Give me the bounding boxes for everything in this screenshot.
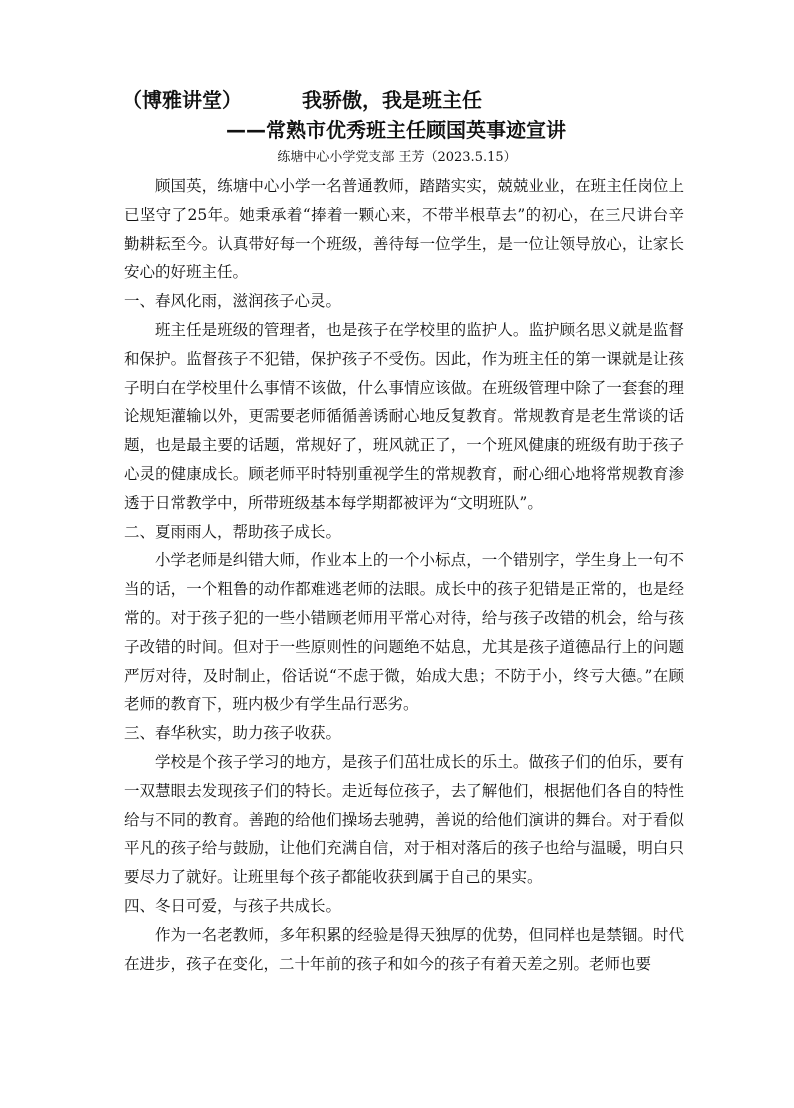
byline: 练塘中心小学党支部 王芳（2023.5.15） (277, 150, 517, 165)
section-heading-4: 四、冬日可爱，与孩子共成长。 (124, 896, 342, 915)
section-paragraph-2: 小学老师是纠错大师，作业本上的一个小标点，一个错别字，学生身上一句不当的话，一个粗鲁的动作都难逃老师的法眼。成长中的孩子犯错是正常的，也是经常的。对于孩子犯的一些小错顾老师用平常心对待，给与孩子改错的机会，给与孩子改错的时间。但对于一些原则性的问题绝不姑息，尤其是孩子道德品行上的问题严厉对待，及时制止，俗话说“不虑于微，始成大患；不防于小，终亏大德。”在顾老师的教育下，班内极少有学生品行恶劣。 (124, 551, 684, 714)
section-paragraph-3: 学校是个孩子学习的地方，是孩子们茁壮成长的乐土。做孩子们的伯乐，要有一双慧眼去发现孩子们的特长。走近每位孩子，去了解他们，根据他们各自的特性给与不同的教育。善跑的给他们操场去驰骋，善说的给他们演讲的舞台。对于看似平凡的孩子给与鼓励，让他们充满自信，对于相对落后的孩子也给与温暖，明白只要尽力了就好。让班里每个孩子都能收获到属于自己的果实。 (124, 752, 684, 887)
intro-paragraph: 顾国英，练塘中心小学一名普通教师，踏踏实实，兢兢业业，在班主任岗位上已坚守了25年。她秉承着“捧着一颗心来，不带半根草去”的初心，在三尺讲台辛勤耕耘至今。认真带好每一个班级，善待每一位学生，是一位让领导放心，让家长安心的好班主任。 (124, 177, 684, 282)
title (122, 84, 482, 116)
section-heading-3: 三、春华秋实，助力孩子收获。 (124, 724, 342, 743)
section-heading-1: 一、春风化雨，滋润孩子心灵。 (124, 292, 342, 311)
subtitle: ——常熟市优秀班主任顾国英事迹宣讲 (226, 118, 566, 142)
section-paragraph-4: 作为一名老教师，多年积累的经验是得天独厚的优势，但同样也是禁锢。时代在进步，孩子在变化，二十年前的孩子和如今的孩子有着天差之别。老师也要 (124, 925, 684, 973)
body-text (124, 172, 684, 978)
section-heading-2: 二、夏雨雨人，帮助孩子成长。 (124, 522, 342, 541)
title-tag: （博雅讲堂） (122, 88, 242, 112)
title-main: 我骄傲，我是班主任 (302, 88, 482, 112)
section-paragraph-1: 班主任是班级的管理者，也是孩子在学校里的监护人。监护顾名思义就是监督和保护。监督孩子不犯错，保护孩子不受伤。因此，作为班主任的第一课就是让孩子明白在学校里什么事情不该做，什么事情应该做。在班级管理中除了一套套的理论规矩灌输以外，更需要老师循循善诱耐心地反复教育。常规教育是老生常谈的话题，也是最主要的话题，常规好了，班风就正了，一个班风健康的班级有助于孩子心灵的健康成长。顾老师平时特别重视学生的常规教育，耐心细心地将常规教育渗透于日常教学中，所带班级基本每学期都被评为“文明班队”。 (124, 320, 684, 512)
